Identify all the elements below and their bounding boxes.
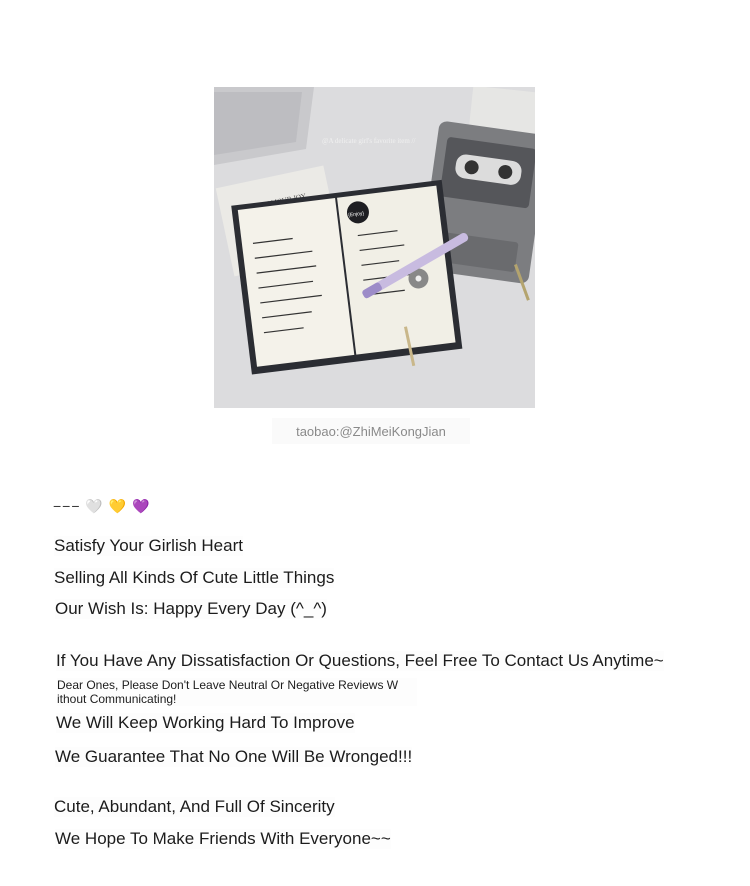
notebook-cassette-illustration <box>214 87 535 408</box>
text-line-5b: ithout Communicating! <box>57 692 177 706</box>
text-line-9: We Hope To Make Friends With Everyone~~ <box>55 829 391 848</box>
image-caption: taobao:@ZhiMeiKongJian <box>272 418 470 444</box>
text-line-3: Our Wish Is: Happy Every Day (^_^) <box>55 599 327 618</box>
sticker-text: {Enjoy} <box>347 210 365 219</box>
text-line-6: We Will Keep Working Hard To Improve <box>56 713 355 732</box>
heart-emoji-decoration: −−− 🤍 💛 💜 <box>53 498 151 514</box>
text-line-2: Selling All Kinds Of Cute Little Things <box>54 568 335 587</box>
photo-watermark: @A delicate girl's favorite item // <box>322 137 416 145</box>
text-line-4: If You Have Any Dissatisfaction Or Questions, Feel Free To Contact Us Anytime~ <box>56 651 664 670</box>
text-line-1: Satisfy Your Girlish Heart <box>54 536 243 555</box>
text-line-5a: Dear Ones, Please Don't Leave Neutral Or Negative Reviews W <box>57 678 399 692</box>
text-line-8: Cute, Abundant, And Full Of Sincerity <box>54 797 335 816</box>
text-line-7: We Guarantee That No One Will Be Wronged!!! <box>55 747 413 766</box>
product-photo <box>214 87 535 408</box>
text-line-5 <box>57 678 417 706</box>
